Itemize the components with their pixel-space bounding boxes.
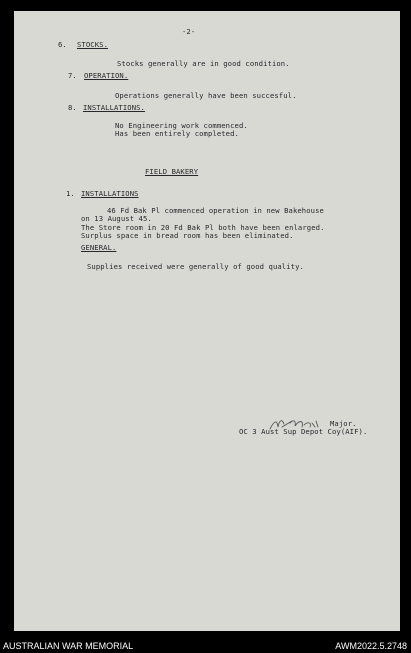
operation-heading: OPERATION.: [84, 71, 129, 80]
fb-installations-line2: on 13 August 45.: [81, 214, 152, 223]
signature-rank: Major.: [330, 419, 357, 428]
stocks-text: Stocks generally are in good condition.: [117, 59, 290, 68]
document-page: [14, 11, 400, 631]
fb-installations-line1: 46 Fd Bak Pl commenced operation in new Bakehouse: [107, 206, 324, 215]
field-bakery-heading: FIELD BAKERY: [145, 167, 199, 176]
page-number: -2-: [182, 27, 196, 36]
fb-installations-number: 1.: [66, 189, 75, 198]
fb-installations-line3: The Store room in 20 Fd Bak Pl both have been enlarged.: [81, 223, 325, 232]
installations-number: 8.: [68, 103, 77, 112]
signature-unit: OC 3 Aust Sup Depot Coy(AIF).: [239, 427, 368, 436]
footer-institution: AUSTRALIAN WAR MEMORIAL: [3, 641, 134, 651]
footer-catalog-id: AWM2022.5.2748: [335, 641, 407, 651]
general-heading: GENERAL.: [81, 243, 117, 252]
operation-text: Operations generally have been succesful.: [115, 91, 297, 100]
fb-installations-line4: Surplus space in bread room has been eliminated.: [81, 231, 294, 240]
installations-heading: INSTALLATIONS.: [83, 103, 145, 112]
fb-installations-heading: INSTALLATIONS: [81, 189, 139, 198]
operation-number: 7.: [68, 71, 77, 80]
general-text: Supplies received were generally of good quality.: [87, 262, 304, 271]
stocks-heading: STOCKS.: [77, 40, 108, 49]
installations-line2: Has been entirely completed.: [115, 129, 239, 138]
installations-line1: No Engineering work commenced.: [115, 121, 248, 130]
stocks-number: 6.: [58, 40, 67, 49]
